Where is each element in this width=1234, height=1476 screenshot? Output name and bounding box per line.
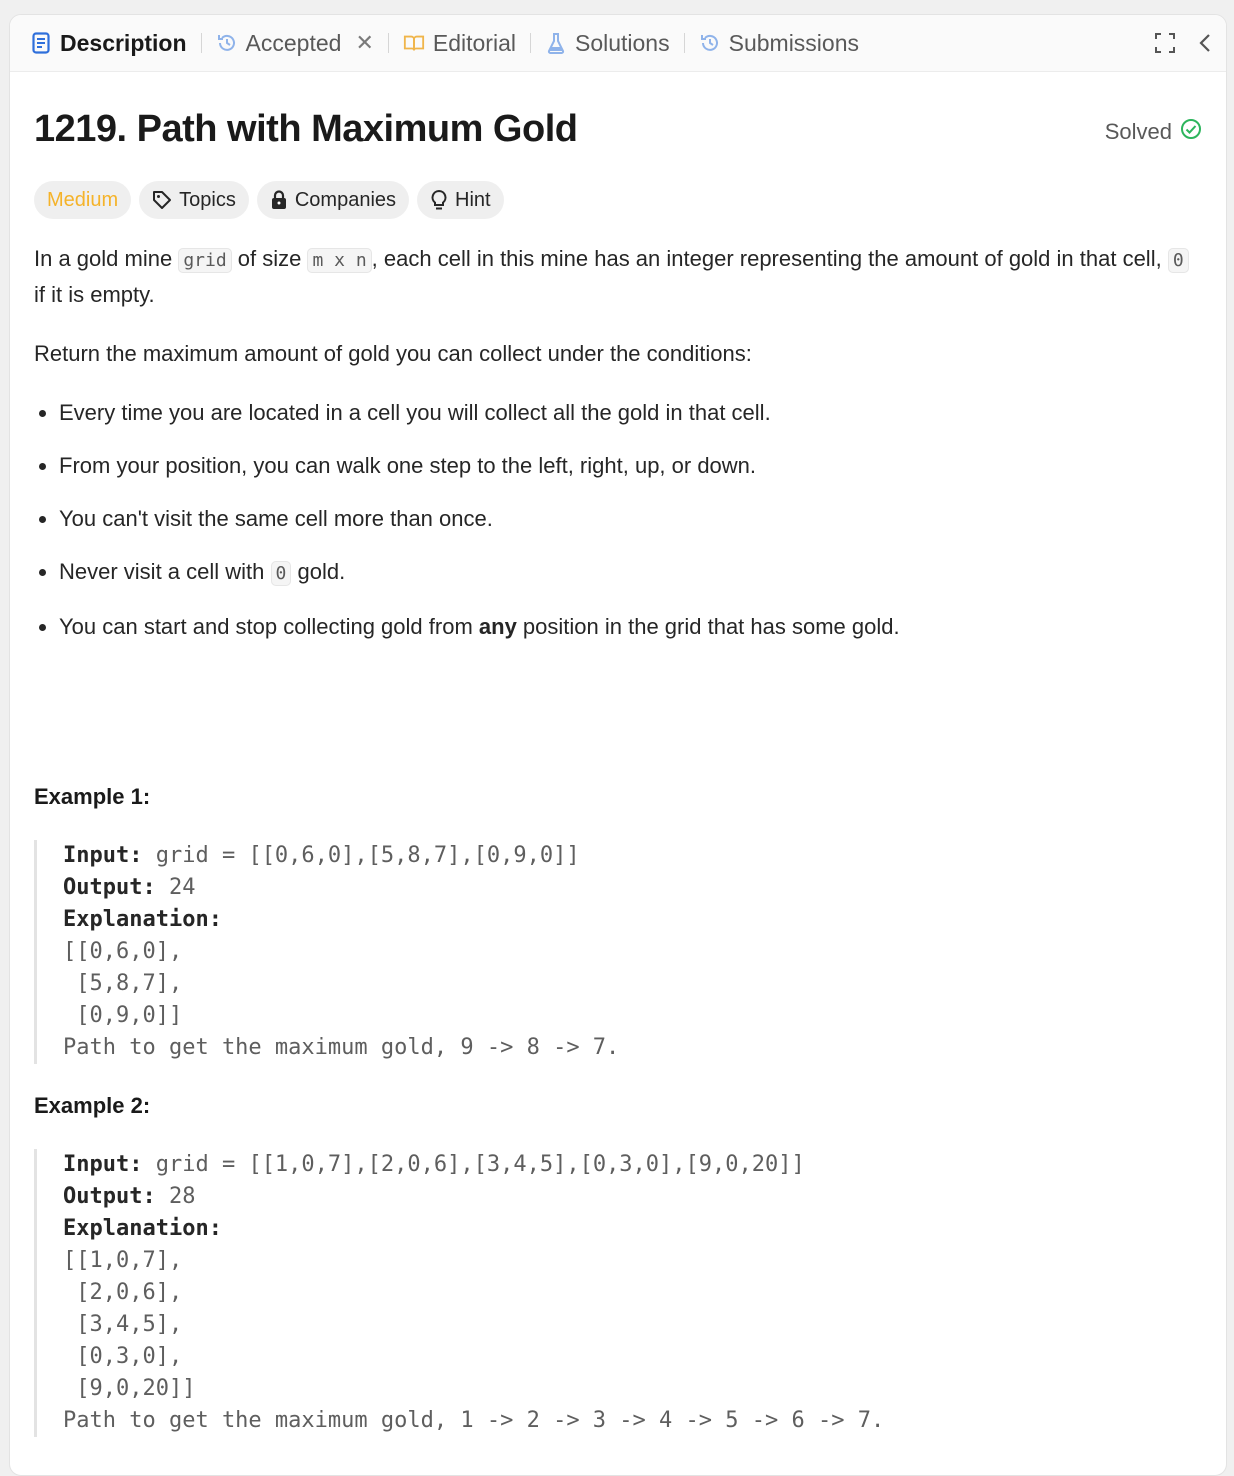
list-item: • Never visit a cell with 0 gold. bbox=[59, 555, 1204, 591]
conditions-list bbox=[34, 396, 1204, 644]
tab-accepted[interactable] bbox=[216, 15, 374, 71]
list-item: • From your position, you can walk one step to the left, right, up, or down. bbox=[59, 449, 1204, 483]
list-item: • You can start and stop collecting gold from any position in the grid that has some gold. bbox=[59, 610, 1204, 644]
description-icon bbox=[30, 32, 52, 54]
tag-icon bbox=[152, 190, 172, 210]
problem-description bbox=[34, 242, 1204, 644]
fullscreen-icon[interactable] bbox=[1154, 32, 1176, 54]
list-item: • You can't visit the same cell more than once. bbox=[59, 502, 1204, 536]
tab-description[interactable] bbox=[30, 15, 187, 71]
example-block: Input: grid = [[0,6,0],[5,8,7],[0,9,0]] Output: 24 Explanation: [[0,6,0], [5,8,7], [0,9,0]] Path to get the maximum gold, 9 -> 8 -> 7. bbox=[34, 840, 619, 1064]
tab-solutions-label: Solutions bbox=[574, 29, 670, 56]
tab-divider bbox=[530, 33, 531, 53]
tab-description-label: Description bbox=[60, 29, 187, 56]
tab-editorial[interactable] bbox=[403, 15, 516, 71]
inline-code: m x n bbox=[307, 248, 371, 273]
status-label: Solved bbox=[1104, 119, 1172, 144]
problem-panel bbox=[9, 14, 1227, 1476]
hint-label: Hint bbox=[455, 188, 491, 211]
problem-chips bbox=[34, 181, 504, 219]
inline-code: 0 bbox=[1168, 248, 1189, 273]
tab-editorial-label: Editorial bbox=[432, 29, 516, 56]
example-title: Example 2: bbox=[34, 1093, 151, 1118]
list-item: • Every time you are located in a cell you will collect all the gold in that cell. bbox=[59, 396, 1204, 430]
hint-button[interactable] bbox=[417, 181, 504, 219]
description-paragraph: Return the maximum amount of gold you can collect under the conditions: bbox=[34, 341, 752, 366]
inline-code: grid bbox=[178, 248, 231, 273]
description-paragraph: In a gold mine grid of size m x n , each cell in this mine has an integer representing the amount of gold in that cell, 0 if it is empty. bbox=[34, 242, 1204, 312]
book-icon bbox=[403, 32, 425, 54]
tab-divider bbox=[684, 33, 685, 53]
history-icon bbox=[216, 32, 238, 54]
tab-submissions-label: Submissions bbox=[728, 29, 859, 56]
tab-bar bbox=[10, 15, 1226, 72]
lock-icon bbox=[270, 190, 288, 210]
chevron-left-icon[interactable] bbox=[1198, 32, 1212, 54]
tab-submissions[interactable] bbox=[699, 15, 859, 71]
example-block: Input: grid = [[1,0,7],[2,0,6],[3,4,5],[0,3,0],[9,0,20]] Output: 28 Explanation: [[1,0,7], [2,0,6], [3,4,5], [0,3,0], [9,0,20]] Path to get the maximum gold, 1 -> 2 -> 3 -> 4 -> 5 -> 6 -> 7. bbox=[34, 1149, 884, 1437]
lightbulb-icon bbox=[430, 189, 448, 211]
history-icon bbox=[699, 32, 721, 54]
tab-divider bbox=[201, 33, 202, 53]
tab-divider bbox=[388, 33, 389, 53]
tab-bar-actions bbox=[1154, 15, 1212, 71]
difficulty-badge: Medium bbox=[34, 181, 131, 219]
example-title: Example 1: bbox=[34, 784, 151, 809]
companies-button[interactable] bbox=[257, 181, 409, 219]
topics-label: Topics bbox=[179, 188, 236, 211]
flask-icon bbox=[545, 32, 567, 54]
close-icon[interactable]: ✕ bbox=[355, 30, 374, 55]
inline-code: 0 bbox=[271, 561, 292, 586]
companies-label: Companies bbox=[294, 188, 397, 211]
topics-button[interactable] bbox=[139, 181, 249, 219]
tab-solutions[interactable] bbox=[545, 15, 670, 71]
tab-accepted-label: Accepted bbox=[245, 29, 342, 56]
check-circle-icon bbox=[1180, 118, 1202, 146]
page-title: 1219. Path with Maximum Gold bbox=[34, 108, 578, 150]
status-badge bbox=[1105, 118, 1202, 146]
